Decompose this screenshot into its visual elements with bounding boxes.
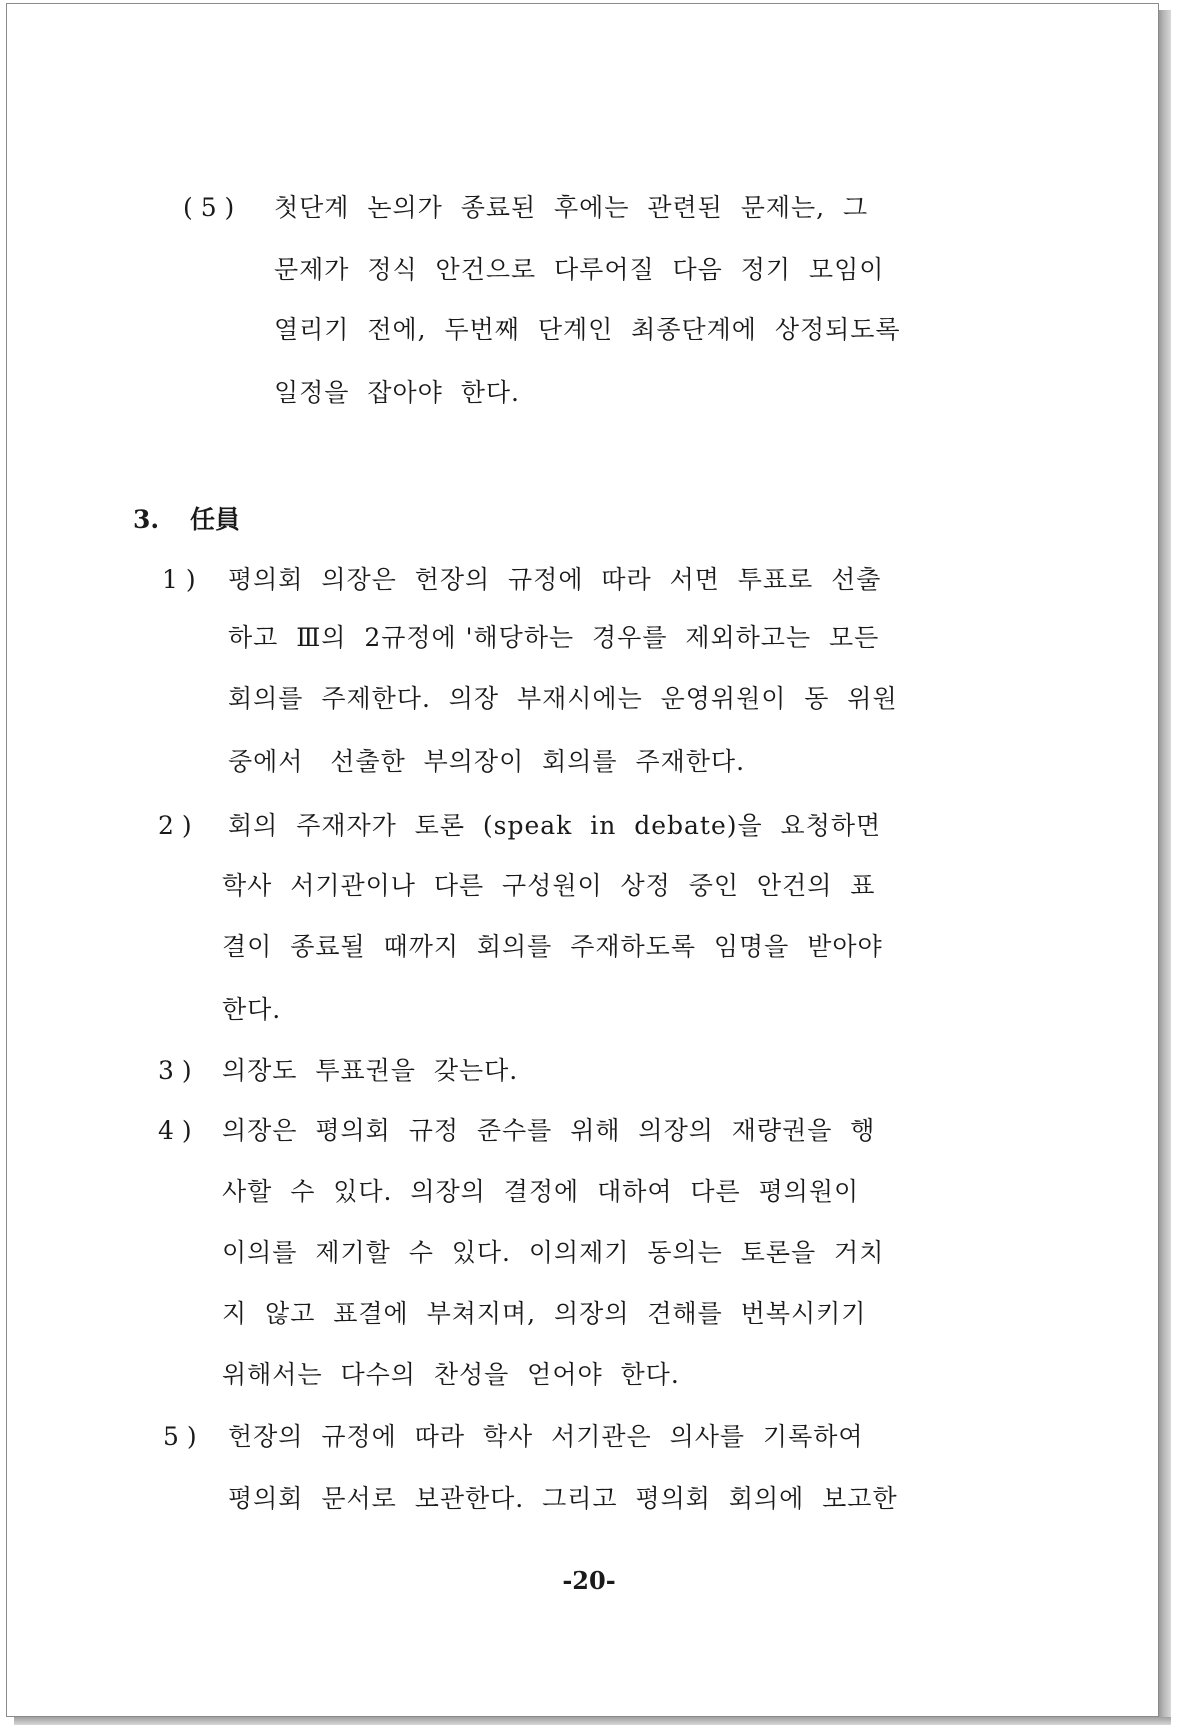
text-line: 회의 주재자가 토론 (speak in debate)을 요청하면 — [228, 811, 882, 840]
page-number: -20- — [562, 1566, 616, 1595]
text-line: 위해서는 다수의 찬성을 얻어야 한다. — [222, 1360, 680, 1389]
page-shadow — [1159, 10, 1171, 1722]
section-title: 任員 — [190, 505, 241, 534]
text-line: 일정을 잡아야 한다. — [274, 378, 520, 407]
text-line: 의장은 평의회 규정 준수를 위해 의장의 재량권을 행 — [222, 1116, 876, 1145]
text-line: 학사 서기관이나 다른 구성원이 상정 중인 안건의 표 — [222, 871, 876, 900]
text-line: 한다. — [222, 995, 282, 1024]
item-marker: 3 ) — [158, 1056, 192, 1085]
text-line: 의장도 투표권을 갖는다. — [222, 1056, 519, 1085]
item-marker: 4 ) — [158, 1116, 192, 1145]
text-line: 문제가 정식 안건으로 다루어질 다음 정기 모임이 — [274, 255, 885, 284]
item-marker: ( 5 ) — [183, 193, 235, 222]
item-marker: 1 ) — [162, 565, 196, 594]
text-line: 결이 종료될 때까지 회의를 주재하도록 임명을 받아야 — [222, 932, 883, 961]
text-line: 중에서 선출한 부의장이 회의를 주재한다. — [228, 747, 746, 776]
text-line: 평의회 의장은 헌장의 규정에 따라 서면 투표로 선출 — [228, 565, 882, 594]
text-line: 하고 Ⅲ의 2규정에 '해당하는 경우를 제외하고는 모든 — [228, 623, 880, 652]
text-line: 평의회 문서로 보관한다. 그리고 평의회 회의에 보고한 — [228, 1484, 898, 1513]
text-line: 지 않고 표결에 부쳐지며, 의장의 견해를 번복시키기 — [222, 1299, 867, 1328]
page-shadow-bottom — [14, 1717, 1171, 1725]
text-line: 첫단계 논의가 종료된 후에는 관련된 문제는, 그 — [274, 193, 869, 222]
item-marker: 2 ) — [158, 811, 192, 840]
text-line: 열리기 전에, 두번째 단계인 최종단계에 상정되도록 — [274, 315, 901, 344]
text-line: 회의를 주제한다. 의장 부재시에는 운영위원이 동 위원 — [228, 684, 898, 713]
section-number: 3. — [133, 505, 160, 534]
item-marker: 5 ) — [163, 1422, 197, 1451]
text-line: 이의를 제기할 수 있다. 이의제기 동의는 토론을 거치 — [222, 1238, 885, 1267]
text-line: 헌장의 규정에 따라 학사 서기관은 의사를 기록하여 — [228, 1422, 864, 1451]
text-line: 사할 수 있다. 의장의 결정에 대하여 다른 평의원이 — [222, 1177, 860, 1206]
